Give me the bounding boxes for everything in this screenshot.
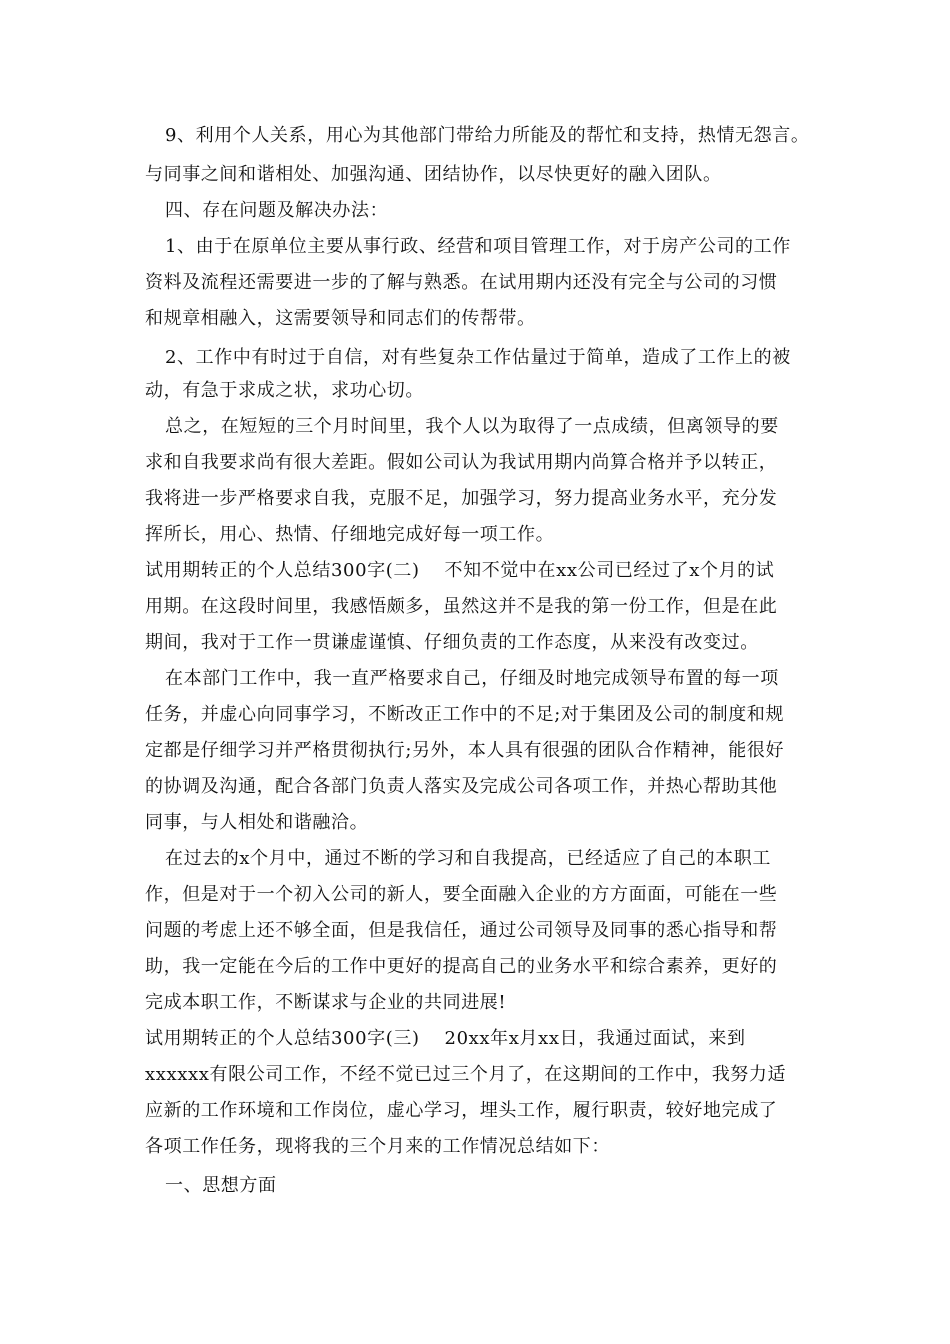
text-line: 的协调及沟通，配合各部门负责人落实及完成公司各项工作，并热心帮助其他	[145, 776, 778, 797]
section-heading: 一、思想方面	[165, 1175, 277, 1196]
text-line: 动，有急于求成之状，求功心切。	[145, 380, 424, 401]
text-line: 问题的考虑上还不够全面，但是我信任，通过公司领导及同事的悉心指导和帮	[145, 920, 778, 941]
section-title-line: 试用期转正的个人总结300字(二) 不知不觉中在xx公司已经过了x个月的试	[145, 560, 775, 581]
section-title-line: 试用期转正的个人总结300字(三) 20xx年x月xx日，我通过面试，来到	[145, 1028, 746, 1049]
text-line: 各项工作任务，现将我的三个月来的工作情况总结如下：	[145, 1136, 610, 1157]
section-heading: 四、存在问题及解决办法：	[165, 200, 389, 221]
text-line: 求和自我要求尚有很大差距。假如公司认为我试用期内尚算合格并予以转正，	[145, 452, 778, 473]
text-line: 期间，我对于工作一贯谦虚谨慎、仔细负责的工作态度，从来没有改变过。	[145, 632, 759, 653]
text-line: 在过去的x个月中，通过不断的学习和自我提高，已经适应了自己的本职工	[165, 848, 771, 869]
text-line: 9、利用个人关系，用心为其他部门带给力所能及的帮忙和支持，热情无怨言。	[165, 125, 810, 146]
text-line: xxxxxx有限公司工作，不经不觉已过三个月了，在这期间的工作中，我努力适	[145, 1064, 787, 1085]
text-line: 与同事之间和谐相处、加强沟通、团结协作，以尽快更好的融入团队。	[145, 164, 722, 185]
text-line: 总之，在短短的三个月时间里，我个人以为取得了一点成绩，但离领导的要	[165, 416, 779, 437]
text-line: 在本部门工作中，我一直严格要求自己，仔细及时地完成领导布置的每一项	[165, 668, 779, 689]
text-line: 任务，并虚心向同事学习，不断改正工作中的不足;对于集团及公司的制度和规	[145, 704, 785, 725]
text-line: 2、工作中有时过于自信，对有些复杂工作估量过于简单，造成了工作上的被	[165, 347, 791, 368]
text-line: 和规章相融入，这需要领导和同志们的传帮带。	[145, 308, 536, 329]
text-line: 用期。在这段时间里，我感悟颇多，虽然这并不是我的第一份工作，但是在此	[145, 596, 778, 617]
text-line: 资料及流程还需要进一步的了解与熟悉。在试用期内还没有完全与公司的习惯	[145, 272, 778, 293]
text-line: 定都是仔细学习并严格贯彻执行;另外，本人具有很强的团队合作精神，能很好	[145, 740, 785, 761]
text-line: 挥所长，用心、热情、仔细地完成好每一项工作。	[145, 524, 555, 545]
text-line: 我将进一步严格要求自我，克服不足，加强学习，努力提高业务水平，充分发	[145, 488, 778, 509]
text-line: 1、由于在原单位主要从事行政、经营和项目管理工作，对于房产公司的工作	[165, 236, 791, 257]
text-line: 同事，与人相处和谐融洽。	[145, 812, 369, 833]
text-line: 完成本职工作，不断谋求与企业的共同进展!	[145, 992, 507, 1013]
text-line: 作，但是对于一个初入公司的新人，要全面融入企业的方方面面，可能在一些	[145, 884, 778, 905]
text-line: 助，我一定能在今后的工作中更好的提高自己的业务水平和综合素养，更好的	[145, 956, 778, 977]
text-line: 应新的工作环境和工作岗位，虚心学习，埋头工作，履行职责，较好地完成了	[145, 1100, 778, 1121]
